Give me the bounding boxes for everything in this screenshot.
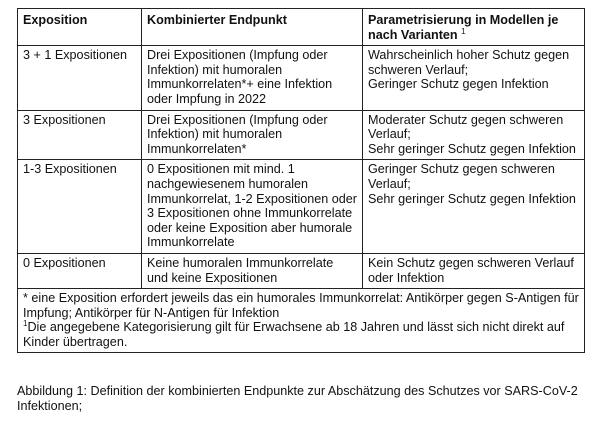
table-notes-row — [18, 289, 585, 353]
cell-exposition: 3 + 1 Expositionen — [18, 46, 142, 110]
cell-exposition: 0 Expositionen — [18, 253, 142, 288]
header-parametrization-text: Parametrisierung in Modellen je nach Varianten — [368, 13, 559, 42]
header-exposition: Exposition — [18, 9, 142, 46]
cell-parametrization: Geringer Schutz gegen schweren Verlauf; Sehr geringer Schutz gegen Infektion — [363, 160, 585, 254]
footnote-one — [23, 320, 579, 349]
cell-exposition: 1-3 Expositionen — [18, 160, 142, 254]
figure-caption: Abbildung 1: Definition der kombinierten Endpunkte zur Abschätzung des Schutzes vor SARS-CoV-2 Infektionen; — [17, 384, 578, 413]
header-parametrization — [363, 9, 585, 46]
cell-parametrization: Wahrscheinlich hoher Schutz gegen schweren Verlauf; Geringer Schutz gegen Infektion — [363, 46, 585, 110]
cell-exposition: 3 Expositionen — [18, 110, 142, 160]
table-row — [18, 110, 585, 160]
table-row — [18, 160, 585, 254]
cell-endpoint: Drei Expositionen (Impfung oder Infektion) mit humoralen Immunkorrelaten* — [142, 110, 363, 160]
footnote-one-marker: 1 — [23, 319, 28, 329]
table-row — [18, 253, 585, 288]
cell-parametrization: Moderater Schutz gegen schweren Verlauf; Sehr geringer Schutz gegen Infektion — [363, 110, 585, 160]
footnote-one-text: Die angegebene Kategorisierung gilt für Erwachsene ab 18 Jahren und lässt sich nicht direkt auf Kinder übertragen. — [23, 320, 565, 349]
table-row — [18, 46, 585, 110]
table-header-row — [18, 9, 585, 46]
table-notes — [18, 289, 585, 353]
cell-endpoint: 0 Expositionen mit mind. 1 nachgewiesenem humoralen Immunkorrelat, 1-2 Expositionen oder 3 Expositionen ohne Immunkorrelate oder keine Exposition aber humorale Immunkorrelate — [142, 160, 363, 254]
cell-endpoint: Drei Expositionen (Impfung oder Infektion) mit humoralen Immunkorrelaten*+ eine Infektion oder Impfung in 2022 — [142, 46, 363, 110]
footnote-asterisk: * eine Exposition erfordert jeweils das ein humorales Immunkorrelat: Antikörper gegen S-Antigen für Impfung; Antikörper für N-Antigen für Infektion — [23, 291, 579, 320]
footnote-marker: 1 — [461, 26, 466, 36]
endpoint-definition-table — [17, 8, 585, 353]
cell-parametrization: Kein Schutz gegen schweren Verlauf oder Infektion — [363, 253, 585, 288]
header-endpoint: Kombinierter Endpunkt — [142, 9, 363, 46]
cell-endpoint: Keine humoralen Immunkorrelate und keine Expositionen — [142, 253, 363, 288]
